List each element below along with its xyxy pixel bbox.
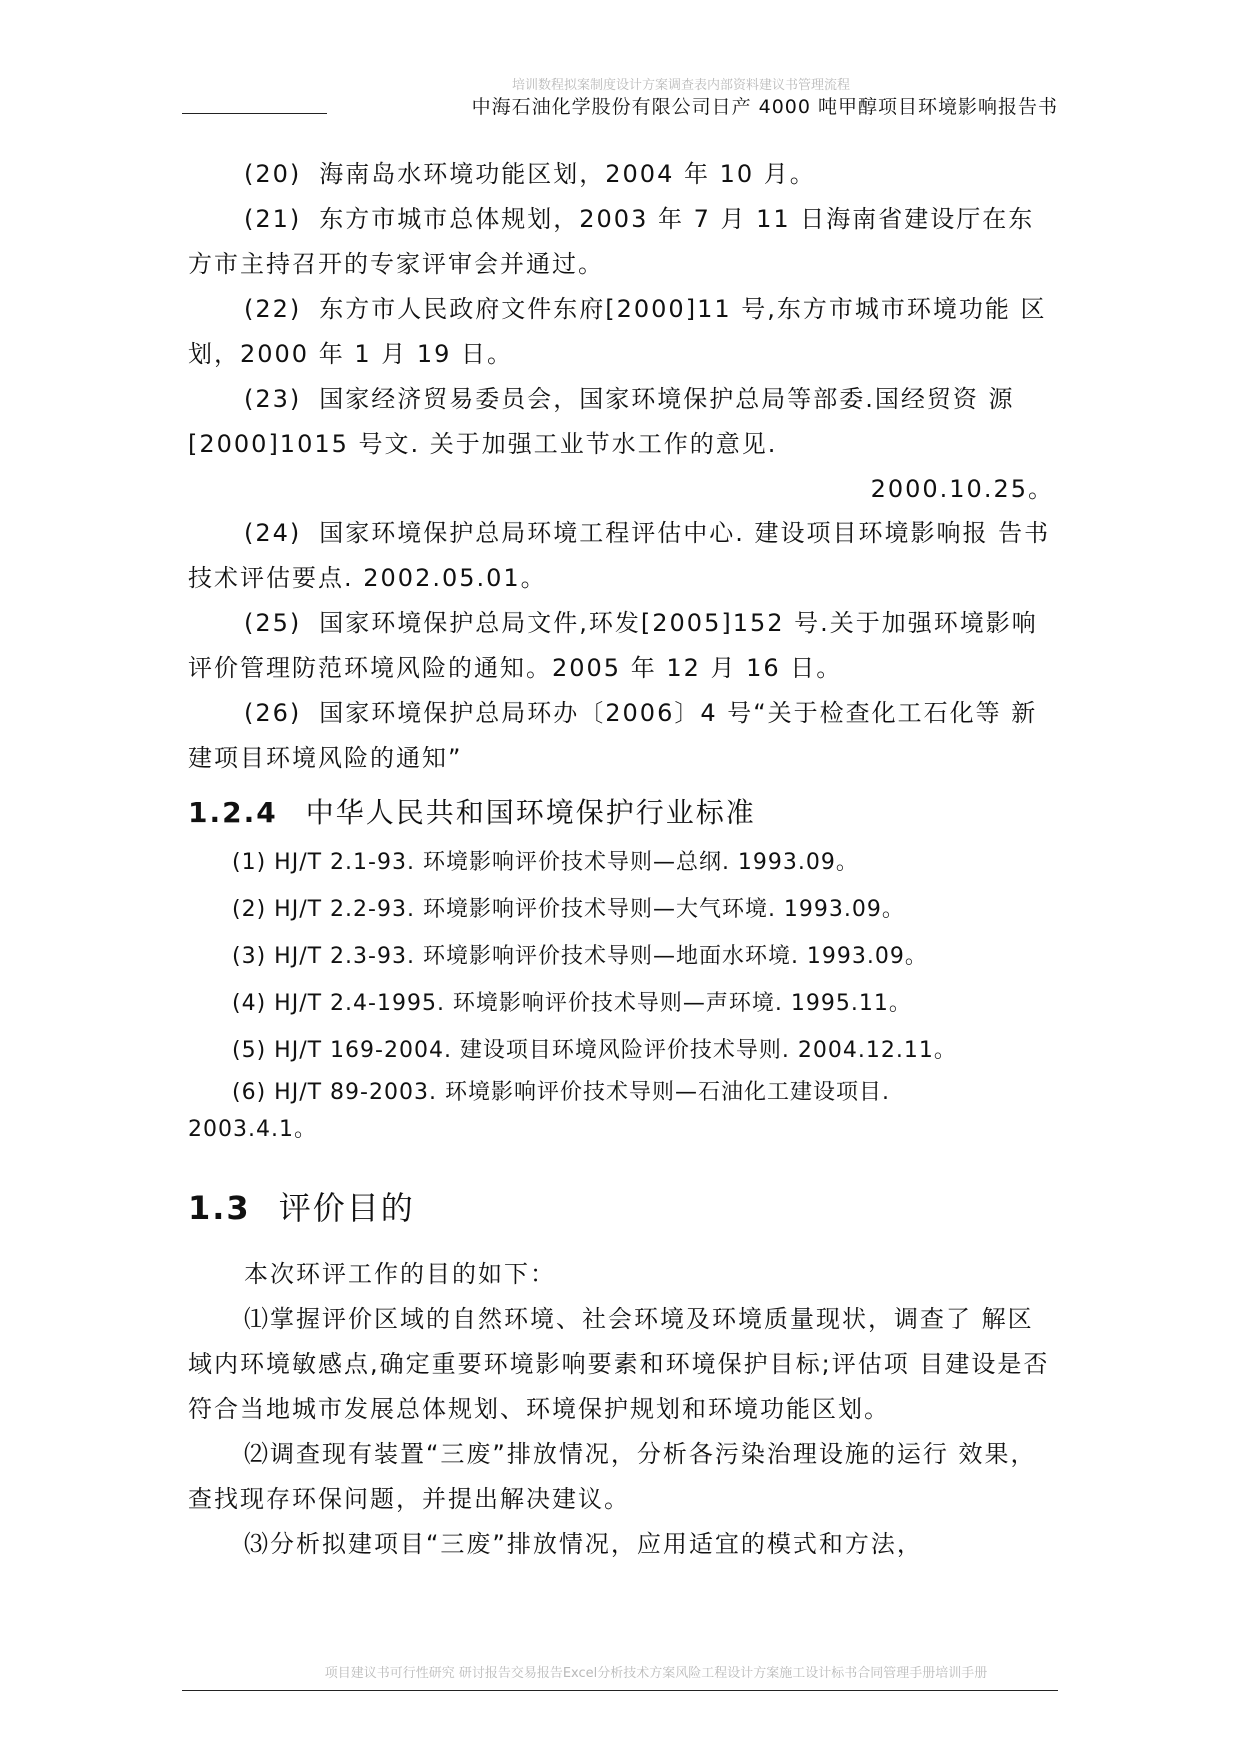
section-heading-1-2-4 [188, 793, 1058, 833]
purpose-item: ⑴掌握评价区域的自然环境、社会环境及环境质量现状，调查了 解区域内环境敏感点,确定重要环境影响要素和环境保护目标;评估项 目建设是否符合当地城市发展总体规划、环境保护规划和环境功能区划。 [188, 1305, 1050, 1423]
header-title: 中海石油化学股份有限公司日产 4000 吨甲醇项目环境影响报告书 [471, 96, 1058, 118]
watermark-bottom: 项目建议书可行性研究 研讨报告交易报告Excel分析技术方案风险工程设计方案施工设计标书合同管理手册培训手册 [324, 1666, 988, 1681]
footer-rule [182, 1690, 1058, 1691]
purpose-item: ⑵调查现有装置“三废”排放情况，分析各污染治理设施的运行 效果，查找现存环保问题，并提出解决建议。 [188, 1440, 1037, 1513]
reference-item [188, 691, 1058, 781]
standard-item: (1) HJ/T 2.1-93. 环境影响评价技术导则—总纲. 1993.09。 [232, 850, 859, 875]
purpose-intro: 本次环评工作的目的如下： [244, 1260, 556, 1288]
reference-number: (24) [244, 519, 302, 547]
reference-number: (20) [244, 160, 302, 188]
standard-item: (6) HJ/T 89-2003. 环境影响评价技术导则—石油化工建设项目. [232, 1080, 890, 1105]
reference-item [188, 601, 1058, 691]
document-body [188, 152, 1058, 1567]
reference-text: 东方市城市总体规划，2003 年 7 月 11 日海南省建设厅在东 方市主持召开的专家评审会并通过。 [188, 205, 1035, 278]
reference-text: 国家环境保护总局文件,环发[2005]152 号.关于加强环境影响 评价管理防范环境风险的通知。2005 年 12 月 16 日。 [188, 609, 1038, 682]
section-number: 1.3 [188, 1189, 251, 1227]
header-rule [182, 113, 327, 114]
reference-number: (26) [244, 699, 302, 727]
reference-item [188, 377, 1058, 467]
standard-date: 2003.4.1。 [188, 1117, 317, 1142]
reference-number: (23) [244, 385, 302, 413]
reference-item [188, 511, 1058, 601]
reference-text: 海南岛水环境功能区划，2004 年 10 月。 [319, 160, 816, 188]
purpose-item: ⑶分析拟建项目“三废”排放情况，应用适宜的模式和方法， [244, 1530, 923, 1558]
reference-number: (22) [244, 295, 302, 323]
reference-text: 国家环境保护总局环境工程评估中心. 建设项目环境影响报 告书技术评估要点. 2002.05.01。 [188, 519, 1051, 592]
reference-text: 国家经济贸易委员会，国家环境保护总局等部委.国经贸资 源[2000]1015 号文. 关于加强工业节水工作的意见. [188, 385, 1015, 458]
section-title: 中华人民共和国环境保护行业标准 [305, 796, 756, 829]
reference-item [188, 197, 1058, 287]
page-header [182, 90, 1058, 120]
reference-text: 国家环境保护总局环办〔2006〕4 号“关于检查化工石化等 新建项目环境风险的通知” [188, 699, 1038, 772]
standard-item: (2) HJ/T 2.2-93. 环境影响评价技术导则—大气环境. 1993.09。 [232, 897, 905, 922]
reference-item [188, 152, 1058, 197]
reference-number: (25) [244, 609, 302, 637]
section-heading-1-3 [188, 1186, 1058, 1230]
watermark-top: 培训数程拟案制度设计方案调查表内部资料建议书管理流程 [511, 78, 850, 93]
standard-item: (5) HJ/T 169-2004. 建设项目环境风险评价技术导则. 2004.12.11。 [232, 1038, 957, 1063]
standard-item: (4) HJ/T 2.4-1995. 环境影响评价技术导则—声环境. 1995.11。 [232, 991, 912, 1016]
reference-date: 2000.10.25。 [870, 475, 1054, 503]
reference-item [188, 287, 1058, 377]
section-number: 1.2.4 [188, 796, 278, 829]
reference-text: 东方市人民政府文件东府[2000]11 号,东方市城市环境功能 区划，2000 年 1 月 19 日。 [188, 295, 1047, 368]
reference-number: (21) [244, 205, 302, 233]
standard-item: (3) HJ/T 2.3-93. 环境影响评价技术导则—地面水环境. 1993.09。 [232, 944, 928, 969]
section-title: 评价目的 [278, 1189, 415, 1227]
